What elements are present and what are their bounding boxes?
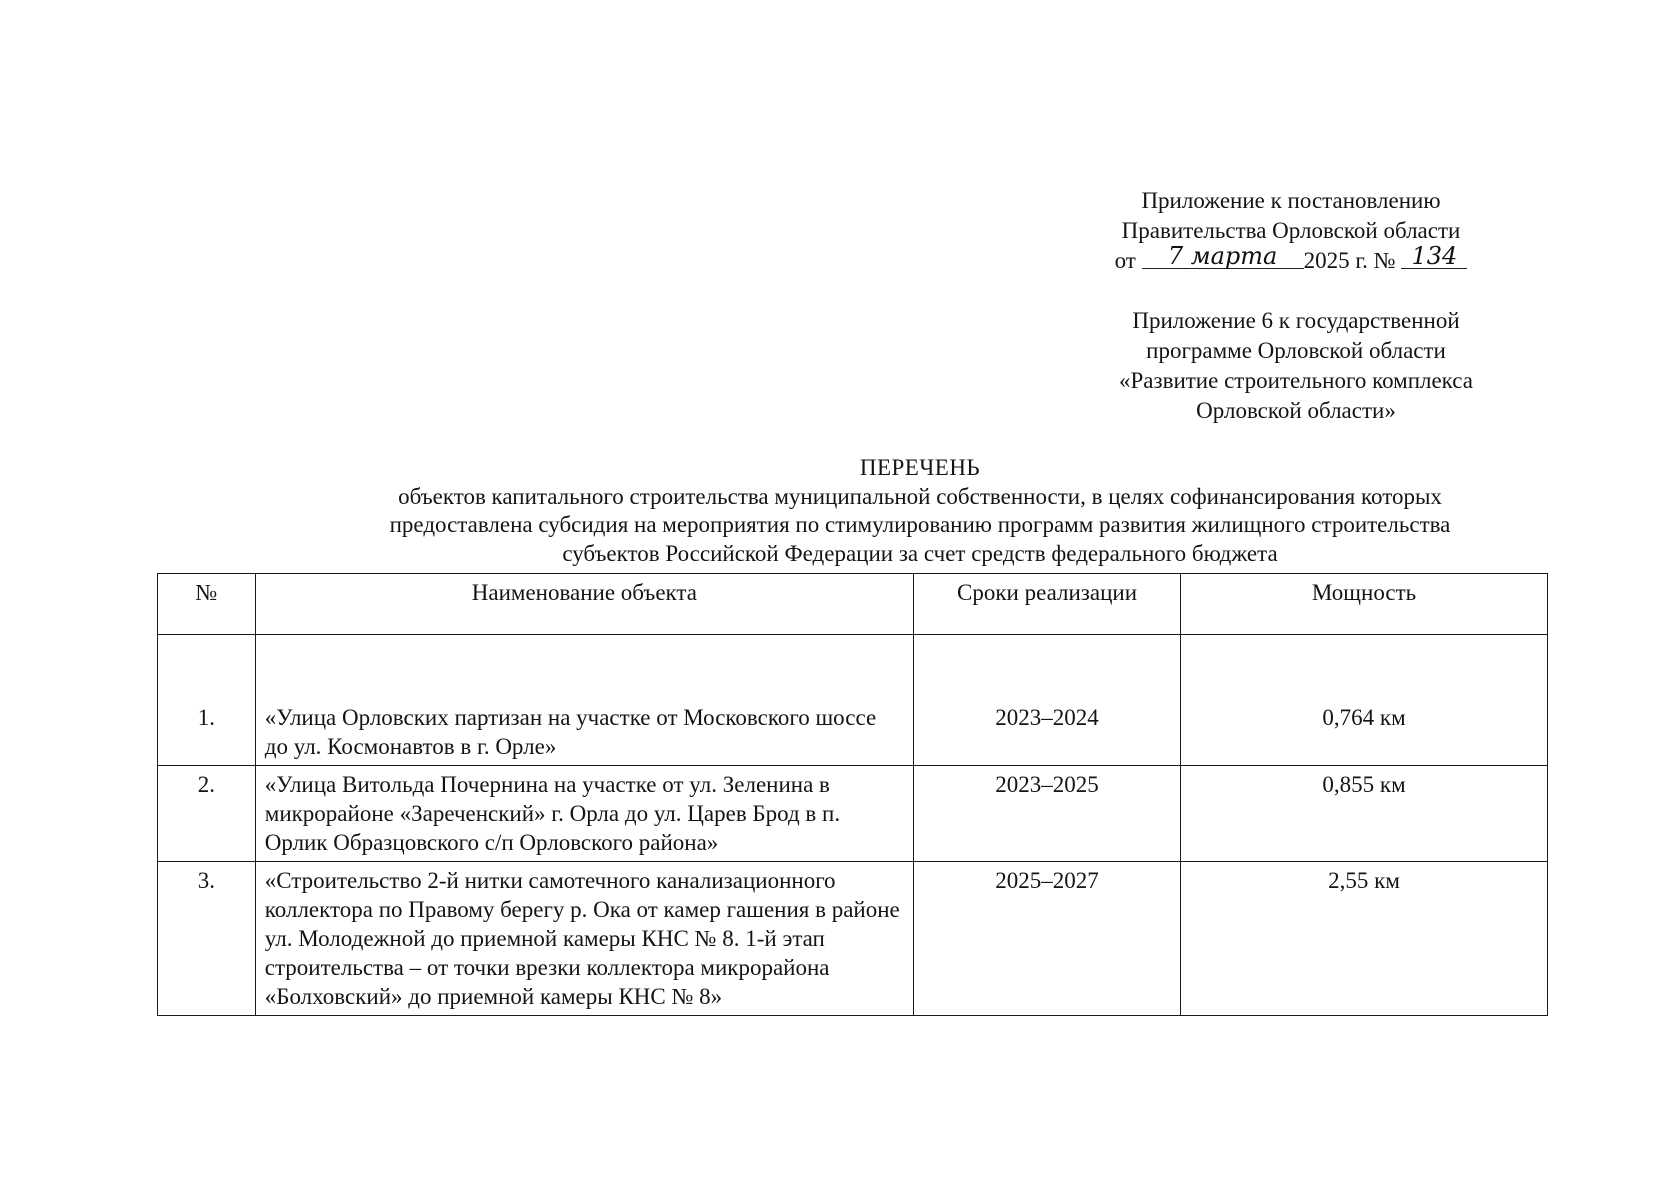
title-main: ПЕРЕЧЕНЬ <box>859 455 981 480</box>
program-header-line-1: Приложение 6 к государственной <box>1132 308 1460 333</box>
implementation-period: 2025–2027 <box>913 862 1180 1016</box>
program-header-line-3: «Развитие строительного комплекса <box>1119 368 1473 393</box>
object-name: «Улица Витольда Почернина на участке от ул. Зеленина в микрорайоне «Зареченский» г. Орла до ул. Царев Брод в п. Орлик Образцовского с/п Орловского района» <box>255 766 913 862</box>
header-capacity: Мощность <box>1181 574 1548 635</box>
table-row <box>158 635 1548 766</box>
objects-table <box>157 573 1548 1016</box>
row-number: 1. <box>158 635 256 766</box>
capacity: 2,55 км <box>1181 862 1548 1016</box>
resolution-header-line-1: Приложение к постановлению <box>1141 188 1441 213</box>
implementation-period: 2023–2024 <box>913 635 1180 766</box>
document-title <box>300 454 1540 568</box>
title-line-1: объектов капитального строительства муниципальной собственности, в целях софинансирования которых <box>398 483 1442 509</box>
table-header-row <box>158 574 1548 635</box>
table-row <box>158 862 1548 1016</box>
program-header-line-2: программе Орловской области <box>1146 338 1446 363</box>
resolution-year-text: 2025 г. № <box>1303 248 1396 273</box>
header-no: № <box>158 574 256 635</box>
title-line-2: предоставлена субсидия на мероприятия по стимулированию программ развития жилищного строительства <box>389 512 1451 537</box>
resolution-reference-line <box>1081 242 1501 276</box>
row-number: 2. <box>158 766 256 862</box>
object-name: «Улица Орловских партизан на участке от Московского шоссе до ул. Космонавтов в г. Орле» <box>255 635 913 766</box>
program-appendix-header <box>1081 306 1511 426</box>
handwritten-number: 134 <box>1401 244 1467 269</box>
row-number: 3. <box>158 862 256 1016</box>
program-header-line-4: Орловской области» <box>1196 398 1396 423</box>
resolution-header-line-2: Правительства Орловской области <box>1121 218 1461 243</box>
title-line-3: субъектов Российской Федерации за счет средств федерального бюджета <box>562 540 1278 566</box>
table-row <box>158 766 1548 862</box>
header-name: Наименование объекта <box>255 574 913 635</box>
object-name: «Строительство 2-й нитки самотечного канализационного коллектора по Правому берегу р. Ока от камер гашения в районе ул. Молодежной до приемной камеры КНС № 8. 1-й этап строительства – от точки врезки коллектора микрорайона «Болховский» до приемной камеры КНС № 8» <box>255 862 913 1016</box>
capacity: 0,764 км <box>1181 635 1548 766</box>
handwritten-date: 7 марта <box>1142 244 1304 269</box>
resolution-appendix-header <box>1081 186 1501 276</box>
capacity: 0,855 км <box>1181 766 1548 862</box>
implementation-period: 2023–2025 <box>913 766 1180 862</box>
resolution-ref-prefix: от <box>1114 248 1136 273</box>
header-period: Сроки реализации <box>913 574 1180 635</box>
